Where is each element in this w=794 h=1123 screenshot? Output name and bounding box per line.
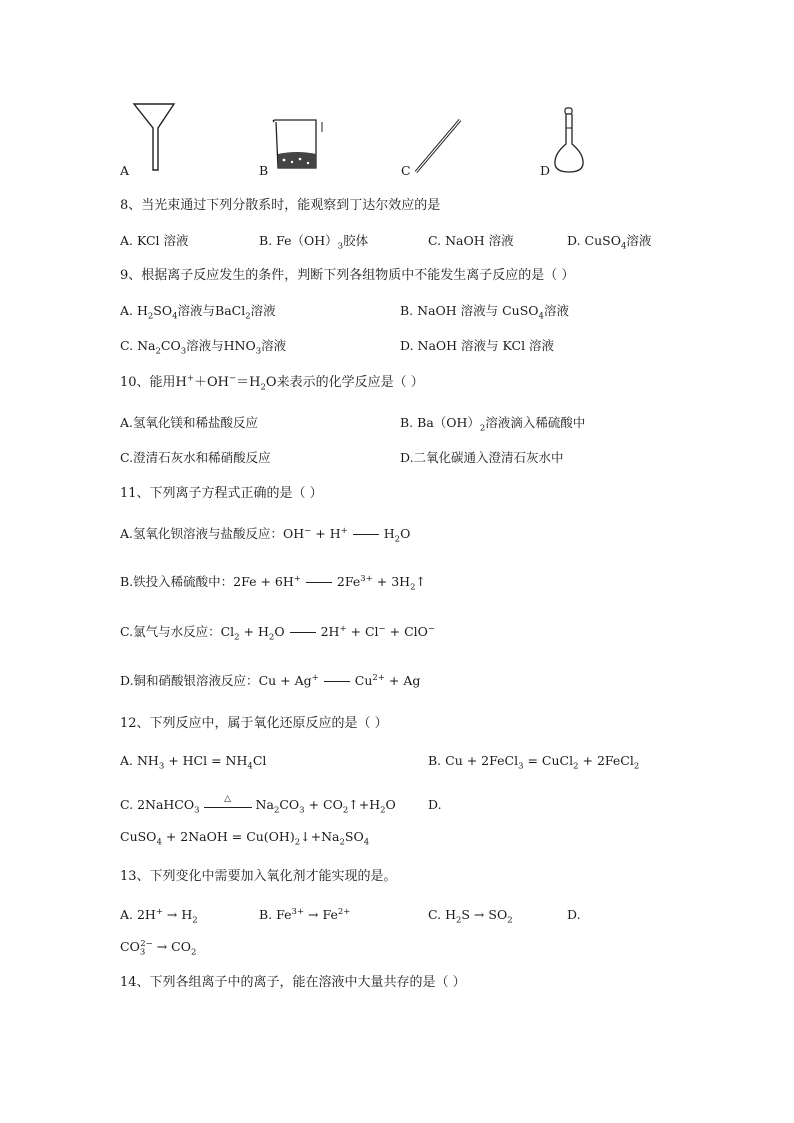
q12-option-d[interactable]: CuSO$_4$ + 2NaOH = $Cu(OH)_2↓+Na_2SO_4$ [120, 829, 370, 848]
question-13-stem: 13、下列变化中需要加入氧化剂才能实现的是。 [120, 869, 397, 884]
apparatus-label-c: C [401, 163, 411, 178]
q13-option-a[interactable]: A. $2H^+ \to H_2$ [120, 906, 198, 926]
question-14-stem: 14、下列各组离子中的离子，能在溶液中大量共存的是（ ） [120, 975, 466, 990]
q10-option-b[interactable]: B. $Ba(OH)_2$溶液滴入稀硫酸中 [400, 415, 586, 434]
q12-option-c[interactable]: C. 2NaHCO$_3$ △ $Na_2CO_3$ + $CO_2↑+H_2O$ [120, 793, 396, 816]
question-10-stem: 10、能用$H^++OH^-=H_2O$来表示的化学反应是（ ） [120, 373, 424, 393]
apparatus-label-a: A [120, 163, 130, 178]
q11-option-a[interactable]: A.氢氧化钡溶液与盐酸反应：OH− + H+ $H_2O$ [120, 525, 411, 545]
reaction-arrow [353, 534, 379, 535]
glass-rod-icon [410, 116, 466, 176]
q9-option-b[interactable]: B. NaOH 溶液与 CuSO$_4$溶液 [400, 303, 569, 322]
q9-option-d[interactable]: D. NaOH 溶液与 KCl 溶液 [400, 338, 555, 353]
q11-option-c[interactable]: C.氯气与水反应：$Cl_2 + H_2O$ 2H+ + Cl− + ClO− [120, 623, 436, 643]
volumetric-flask-icon [552, 106, 586, 176]
q12-option-a[interactable]: A. $NH_3$ + HCl = $NH_4Cl$ [120, 753, 267, 772]
reaction-arrow [306, 582, 332, 583]
q8-option-b[interactable]: B. $Fe(OH)_3$胶体 [259, 233, 369, 252]
apparatus-label-d: D [540, 163, 551, 178]
reaction-arrow [324, 681, 350, 682]
q13-option-c[interactable]: C. $H_2S \to SO_2$ [428, 907, 513, 926]
q12-option-b[interactable]: B. Cu + 2FeCl$_3$ = CuCl$_2$ + 2FeCl$_2$ [428, 753, 640, 772]
q10-option-a[interactable]: A.氢氧化镁和稀盐酸反应 [120, 415, 259, 430]
q13-option-d[interactable]: $CO_3^{2-} \to CO_2$ [120, 938, 197, 958]
q8-option-c[interactable]: C. NaOH 溶液 [428, 233, 514, 248]
question-9-stem: 9、根据离子反应发生的条件，判断下列各组物质中不能发生离子反应的是（ ） [120, 268, 575, 283]
q13-option-b[interactable]: B. $Fe^{3+} \to Fe^{2+}$ [259, 906, 351, 922]
funnel-icon [130, 100, 180, 172]
q8-option-d[interactable]: D. CuSO$_4$溶液 [567, 233, 652, 252]
apparatus-label-b: B [259, 163, 269, 178]
reaction-arrow [290, 632, 316, 633]
question-8-stem: 8、当光束通过下列分散系时，能观察到丁达尔效应的是 [120, 198, 441, 213]
beaker-icon [270, 118, 326, 170]
q9-option-c[interactable]: C. $Na_2CO_3$溶液与$HNO_3$溶液 [120, 338, 287, 357]
q10-option-c[interactable]: C.澄清石灰水和稀硝酸反应 [120, 450, 271, 465]
question-12-stem: 12、下列反应中，属于氧化还原反应的是（ ） [120, 716, 388, 731]
heat-arrow: △ [204, 799, 252, 813]
q12-option-d-label[interactable]: D. [428, 797, 442, 812]
q10-option-d[interactable]: D.二氧化碳通入澄清石灰水中 [400, 450, 564, 465]
q9-option-a[interactable]: A. $H_2SO_4$溶液与BaCl$_2$溶液 [120, 303, 276, 322]
q11-option-d[interactable]: D.铜和硝酸银溶液反应：Cu + Ag+ $Cu^{2+} + Ag$ [120, 672, 421, 688]
q13-option-d-label[interactable]: D. [567, 907, 581, 922]
question-11-stem: 11、下列离子方程式正确的是（ ） [120, 486, 323, 501]
q8-option-a[interactable]: A. KCl 溶液 [120, 233, 189, 248]
q11-option-b[interactable]: B.铁投入稀硫酸中：2Fe + 6H+ $2Fe^{3+}$ + $3H_2↑$ [120, 573, 426, 593]
